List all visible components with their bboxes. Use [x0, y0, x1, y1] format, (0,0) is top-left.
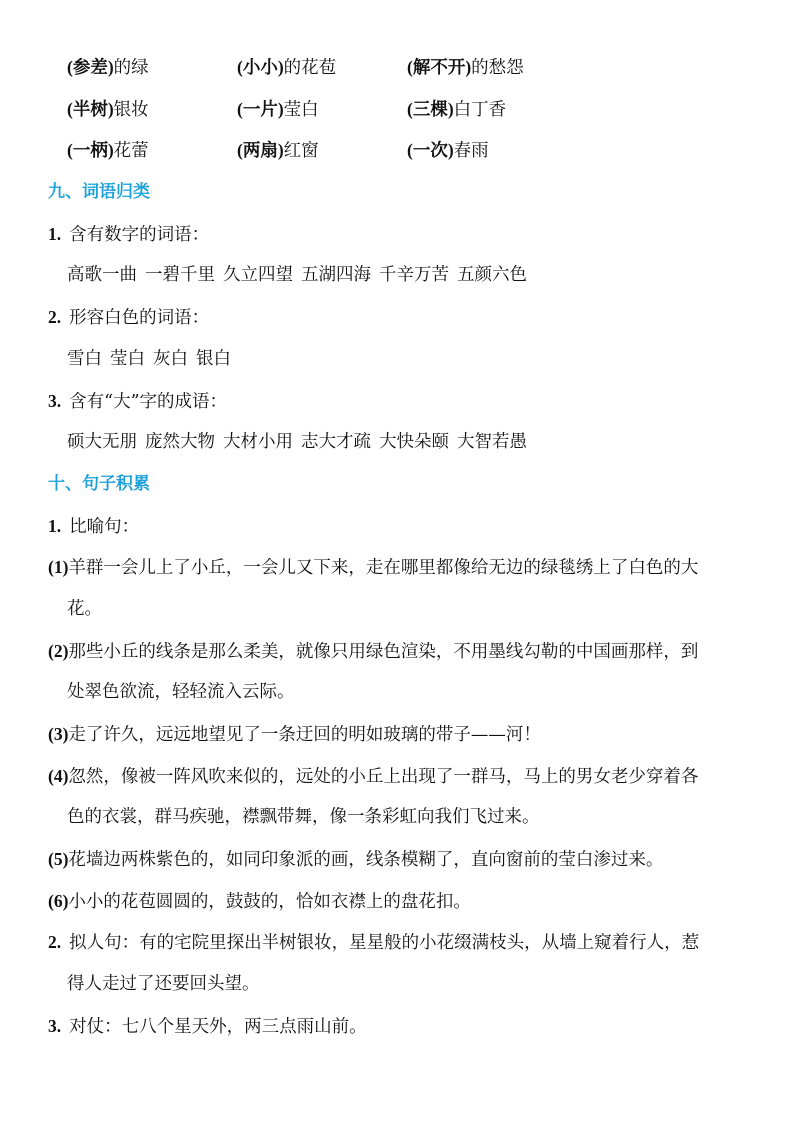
- word: 庞然大物: [145, 432, 215, 453]
- sentence-line: [0, 631, 793, 673]
- item-number: 3.: [48, 390, 62, 411]
- word-pair: [407, 89, 506, 132]
- sentence-text: 小小的花苞圆圆的，鼓鼓的，恰如衣襟上的盘花扣。: [68, 891, 471, 912]
- word: 大智若愚: [457, 432, 527, 453]
- noun: 白丁香: [453, 99, 507, 120]
- word: 银白: [196, 348, 231, 369]
- word-pair: [237, 130, 319, 173]
- sentence-text: 处翠色欲流，轻轻流入云际。: [67, 682, 295, 703]
- word: 硕大无朋: [67, 432, 137, 453]
- word: 久立四望: [223, 265, 293, 286]
- sentence-number: (5): [48, 849, 69, 870]
- word: 莹白: [110, 348, 145, 369]
- personification-line: [0, 922, 793, 964]
- word: 灰白: [153, 348, 188, 369]
- sentence-number: (1): [48, 557, 69, 578]
- sentence-text: 色的衣裳，群马疾驰，襟飘带舞，像一条彩虹向我们飞过来。: [67, 807, 540, 828]
- word: 千辛万苦: [379, 265, 449, 286]
- label: 形容白色的词语：: [69, 308, 210, 329]
- simile-label: [0, 506, 793, 548]
- word-pair: [237, 89, 319, 132]
- quantifier: (三棵): [407, 98, 454, 119]
- word-pair: [237, 47, 336, 90]
- noun: 花蕾: [113, 141, 149, 162]
- sentence-line: [0, 589, 793, 631]
- word-pair-row: [0, 89, 793, 131]
- label: 比喻句：: [69, 516, 140, 537]
- label: 含有数字的词语：: [69, 224, 210, 245]
- label: 含有“大”字的成语：: [69, 391, 228, 412]
- item-number: 3.: [48, 1015, 62, 1036]
- word: 志大才疏: [301, 432, 371, 453]
- word: 雪白: [67, 348, 102, 369]
- item-number: 1.: [48, 515, 62, 536]
- word-pair: [407, 47, 524, 90]
- noun: 银妆: [113, 99, 149, 120]
- sentence-text: 拟人句：有的宅院里探出半树银妆，星星般的小花缀满枝头，从墙上窥着行人，惹: [69, 933, 700, 954]
- noun: 的愁怨: [471, 58, 524, 78]
- noun: 的花苞: [283, 58, 337, 78]
- group-label: [0, 297, 793, 339]
- sentence-line: [0, 714, 793, 756]
- word-list: [0, 339, 793, 381]
- word: 高歌一曲: [67, 265, 137, 286]
- sentence-line: [0, 881, 793, 923]
- quantifier: (参差): [67, 57, 114, 77]
- word-list: [0, 422, 793, 464]
- section-heading: [0, 172, 793, 214]
- quantifier: (一片): [237, 98, 284, 119]
- couplet-line: [0, 1006, 793, 1048]
- word-list: [0, 255, 793, 297]
- word: 大快朵颐: [379, 432, 449, 453]
- item-number: 1.: [48, 223, 62, 244]
- section-10-title: 十、句子积累: [48, 473, 150, 494]
- sentence-text: 走了许久，远远地望见了一条迂回的明如玻璃的带子——河！: [68, 725, 541, 745]
- sentence-number: (4): [48, 765, 69, 786]
- personification-line: [0, 964, 793, 1006]
- noun: 红窗: [283, 141, 319, 162]
- quantifier: (一柄): [67, 140, 114, 161]
- sentence-line: [0, 756, 793, 798]
- word-pair: [407, 130, 489, 173]
- item-number: 2.: [48, 932, 62, 953]
- sentence-line: [0, 672, 793, 714]
- quantifier: (两扇): [237, 140, 284, 161]
- word: 大材小用: [223, 432, 293, 453]
- noun: 莹白: [283, 99, 319, 120]
- word: 五颜六色: [457, 265, 527, 286]
- sentence-line: [0, 839, 793, 881]
- sentence-text: 羊群一会儿上了小丘，一会儿又下来，走在哪里都像给无边的绿毯绣上了白色的大: [68, 558, 699, 579]
- sentence-number: (2): [48, 640, 69, 661]
- sentence-text: 花墙边两株紫色的，如同印象派的画，线条模糊了，直向窗前的莹白渗过来。: [68, 850, 664, 871]
- sentence-line: [0, 547, 793, 589]
- word: 五湖四海: [301, 265, 371, 286]
- sentence-number: (3): [48, 724, 69, 744]
- word-pair-row: [0, 47, 793, 89]
- quantifier: (小小): [237, 57, 284, 77]
- sentence-text: 花。: [67, 598, 102, 619]
- quantifier: (半树): [67, 98, 114, 119]
- word: 一碧千里: [145, 265, 215, 286]
- sentence-number: (6): [48, 890, 69, 911]
- word-pair: [67, 89, 149, 132]
- sentence-text: 忽然，像被一阵风吹来似的，远处的小丘上出现了一群马，马上的男女老少穿着各: [68, 766, 699, 787]
- word-pair-row: [0, 130, 793, 172]
- group-label: [0, 381, 793, 423]
- noun: 的绿: [113, 58, 149, 78]
- section-heading: [0, 464, 793, 506]
- section-9-title: 九、词语归类: [48, 182, 150, 203]
- noun: 春雨: [453, 141, 489, 162]
- quantifier: (解不开): [407, 57, 472, 77]
- word-pair: [67, 130, 149, 173]
- sentence-text: 对仗：七八个星天外，两三点雨山前。: [69, 1016, 367, 1037]
- word-pair: [67, 47, 149, 90]
- document-page: [0, 47, 793, 1048]
- sentence-text: 那些小丘的线条是那么柔美，就像只用绿色渲染，不用墨线勾勒的中国画那样，到: [68, 641, 699, 662]
- item-number: 2.: [48, 307, 62, 328]
- group-label: [0, 214, 793, 256]
- sentence-text: 得人走过了还要回头望。: [67, 974, 260, 995]
- quantifier: (一次): [407, 140, 454, 161]
- sentence-line: [0, 797, 793, 839]
